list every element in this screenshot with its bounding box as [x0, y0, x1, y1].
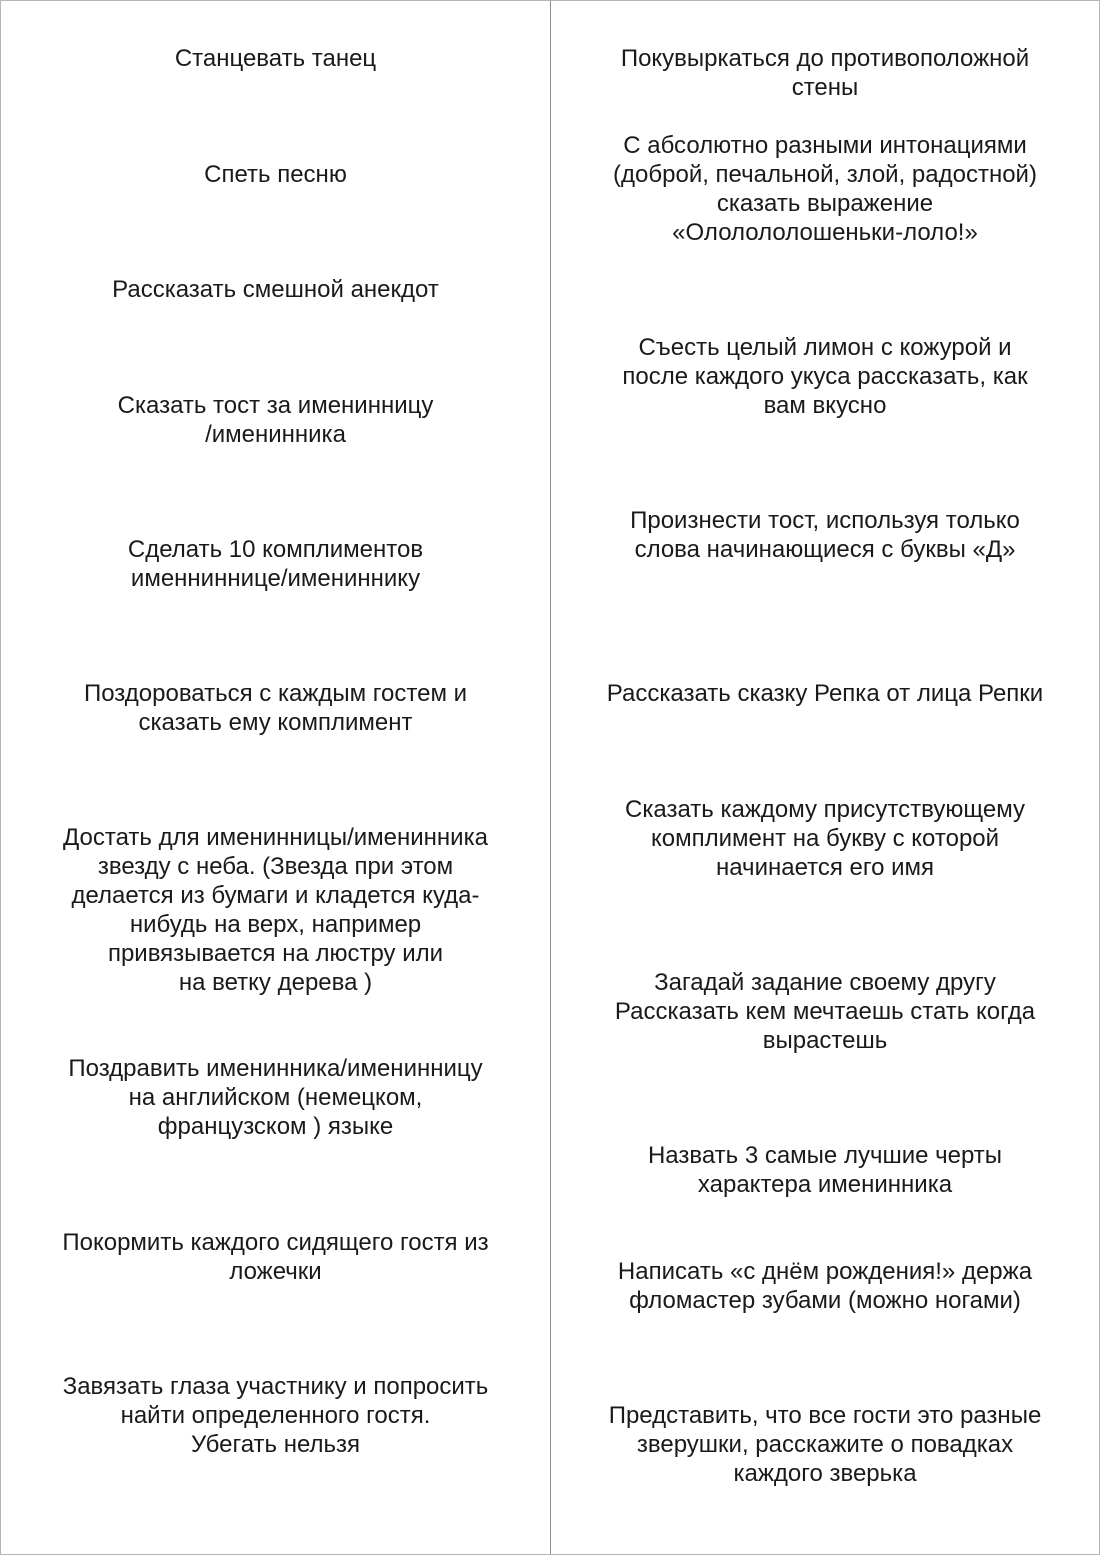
- task-card: Поздороваться с каждым гостем и сказать ему комплимент: [83, 680, 468, 736]
- task-card: Произнести тост, используя только слова начинающиеся с буквы «Д»: [630, 507, 1020, 563]
- right-column: [551, 1, 1099, 1554]
- task-card: Покувыркаться до противоположной стены: [620, 45, 1030, 101]
- task-card: Достать для именинницы/именинника звезду с неба. (Звезда при этом делается из бумаги и кладется куда- нибудь на верх, например привязывается на люстру или на ветку дерева ): [63, 824, 488, 996]
- task-card: Рассказать смешной анекдот: [112, 276, 439, 303]
- task-card: Загадай задание своему другу Рассказать кем мечтаешь стать когда вырастешь: [614, 969, 1036, 1054]
- task-card: Станцевать танец: [174, 45, 377, 72]
- left-column: [1, 1, 550, 1554]
- task-card: Назвать 3 самые лучшие черты характера именинника: [647, 1142, 1003, 1198]
- task-card: Завязать глаза участнику и попросить найти определенного гостя. Убегать нельзя: [62, 1373, 489, 1458]
- task-card: Спеть песню: [204, 161, 347, 188]
- task-card: Написать «с днём рождения!» держа фломастер зубами (можно ногами): [617, 1258, 1033, 1314]
- task-card: Представить, что все гости это разные зверушки, расскажите о повадках каждого зверька: [608, 1402, 1042, 1487]
- task-card: Покормить каждого сидящего гостя из ложечки: [62, 1229, 489, 1285]
- task-card: Сказать тост за именинницу /именинника: [117, 392, 434, 448]
- task-card: Поздравить именинника/именинницу на английском (немецком, французском ) языке: [68, 1055, 483, 1140]
- task-card: Сказать каждому присутствующему комплимент на букву с которой начинается его имя: [625, 796, 1025, 881]
- task-card: Съесть целый лимон с кожурой и после каждого укуса рассказать, как вам вкусно: [622, 334, 1028, 419]
- task-card: Рассказать сказку Репка от лица Репки: [606, 680, 1044, 707]
- task-card: Сделать 10 комплиментов именниннице/имениннику: [127, 536, 424, 592]
- task-card: С абсолютно разными интонациями (доброй, печальной, злой, радостной) сказать выражение «Ололололошеньки-лоло!»: [613, 132, 1037, 246]
